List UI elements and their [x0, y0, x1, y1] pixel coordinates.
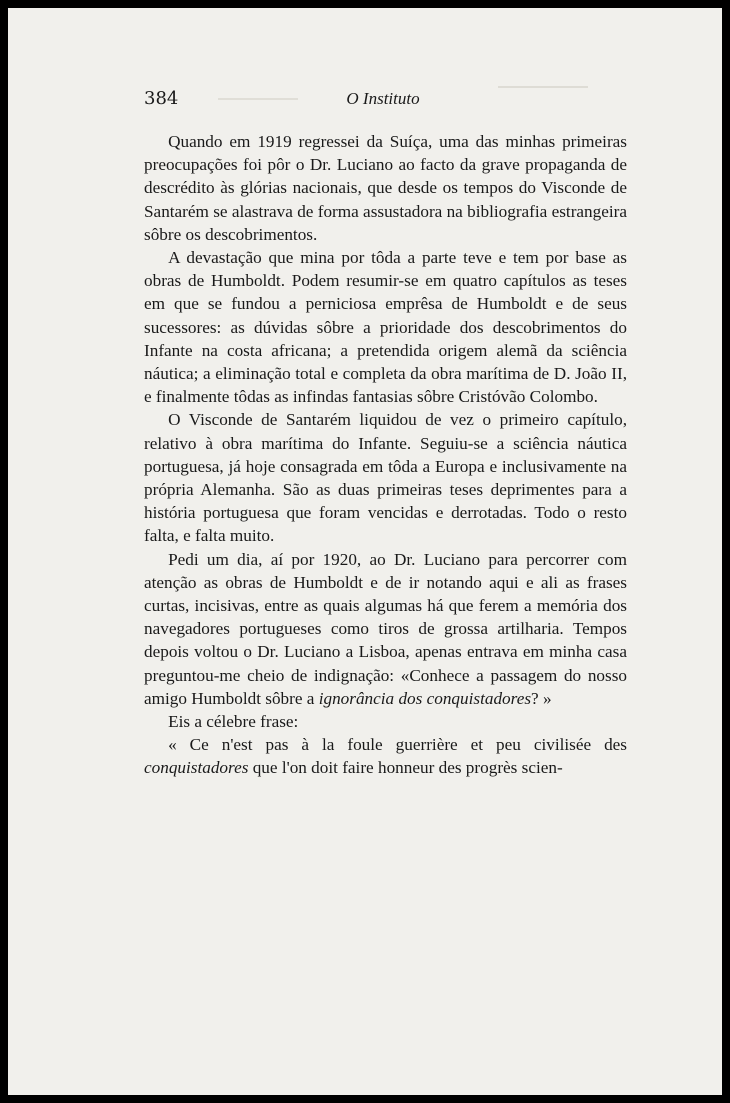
text-run: Pedi um dia, aí por 1920, ao Dr. Luciano para percorrer com atenção as obras de Humboldt e de ir notando aqui e ali as frases curtas, incisivas, entre as quais algumas há que ferem a memória dos navegadores portugueses como tiros de grossa artilharia. Tempos depois voltou o Dr. Luciano a Lisboa, apenas entrava em minha casa preguntou-me cheio de indignação: «Conhece a passagem do nosso amigo Humboldt sôbre a [144, 549, 627, 708]
paragraph [144, 408, 627, 547]
show-through-mark [218, 98, 298, 108]
show-through-mark [498, 86, 588, 98]
paragraph [144, 710, 627, 733]
text-run: ? » [531, 688, 552, 708]
text-run: Quando em 1919 regressei da Suíça, uma das minhas primeiras preocupações foi pôr o Dr. Luciano ao facto da grave propaganda de descrédito às glórias nacionais, que desde os tempos do Visconde de Santarém se alastrava de forma assustadora na bibliografia estrangeira sôbre os descobrimentos. [144, 132, 627, 244]
body-text [144, 130, 627, 780]
running-title: O Instituto [346, 89, 420, 108]
page-number: 384 [144, 88, 179, 109]
text-run: O Visconde de Santarém liquidou de vez o primeiro capítulo, relativo à obra marítima do Infante. Seguiu-se a sciência náutica portuguesa, já hoje consagrada em tôda a Europa e inclusivamente na própria Alemanha. São as duas primeiras teses deprimentes para a história portuguesa que foram vencidas e derrotadas. Todo o resto falta, e falta muito. [144, 410, 627, 546]
italic-text: conquistadores [144, 758, 249, 778]
text-run: Eis a célebre frase: [168, 712, 299, 732]
italic-text: ignorância dos conquistadores [318, 688, 532, 708]
paragraph [144, 548, 627, 710]
text-run: que l'on doit faire honneur des progrès scien- [248, 758, 563, 778]
book-page [8, 8, 722, 1095]
text-run: « Ce n'est pas à la foule guerrière et peu civilisée des [168, 735, 627, 755]
paragraph [144, 246, 627, 408]
text-run: A devastação que mina por tôda a parte teve e tem por base as obras de Humboldt. Podem resumir-se em quatro capítulos as teses em que se fundou a perniciosa emprêsa de Humboldt e de seus sucessores: as dúvidas sôbre a prioridade dos descobrimentos do Infante na costa africana; a pretendida origem alemã da sciência náutica; a eliminação total e completa da obra marítima de D. João II, e finalmente tôdas as infindas fantasias sôbre Cristóvão Colombo. [144, 248, 627, 407]
paragraph [144, 733, 627, 779]
paragraph [144, 130, 627, 246]
